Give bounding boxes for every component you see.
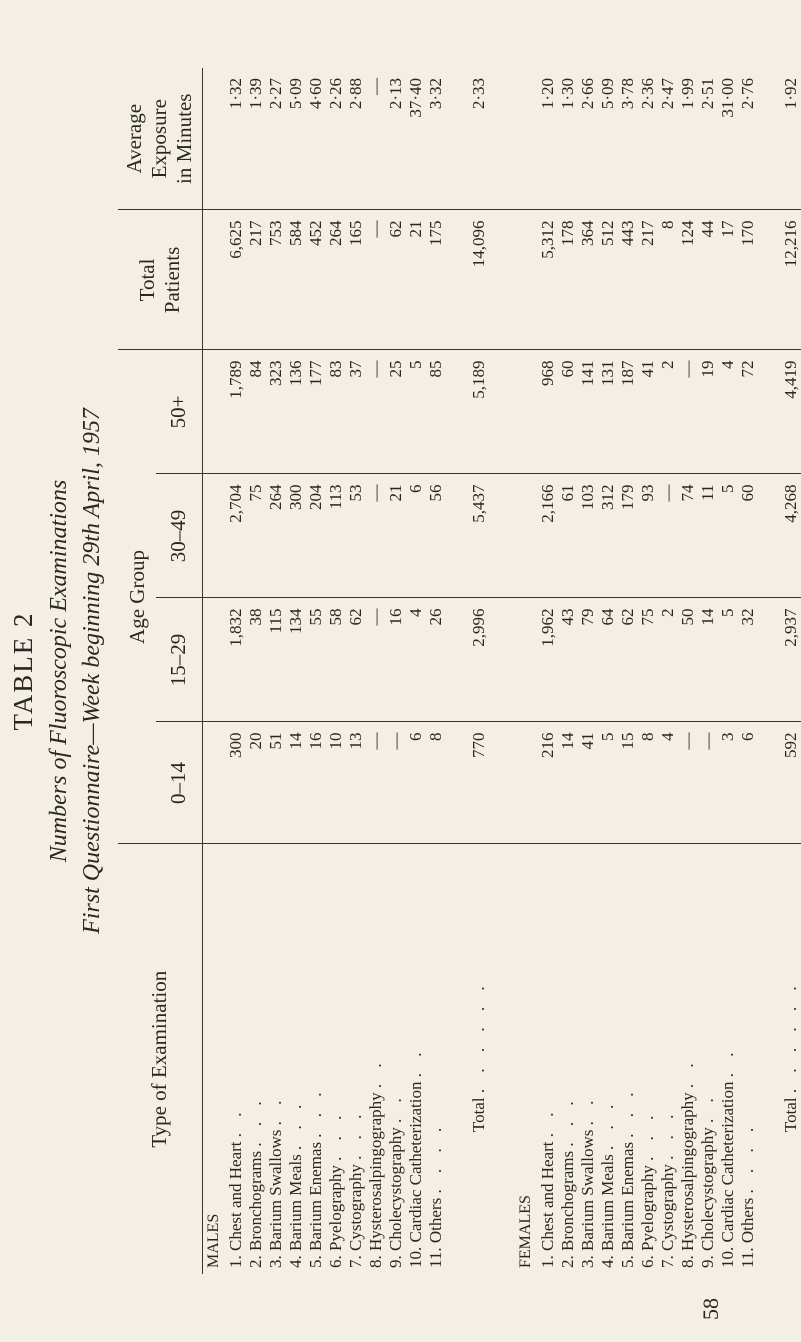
leader-dots: . . <box>386 1092 405 1124</box>
empty-cell <box>514 474 538 598</box>
leader-dots: . . . <box>286 1098 305 1150</box>
value-cell: 134 <box>286 598 306 722</box>
value-cell: 136 <box>286 350 306 474</box>
examination-type <box>226 844 246 1274</box>
value-cell: 364 <box>578 210 598 350</box>
value-cell: 74 <box>678 474 698 598</box>
value-cell: 2·27 <box>266 68 286 210</box>
table-row <box>718 68 738 1274</box>
spacer-cell <box>758 350 766 474</box>
value-cell: 131 <box>598 350 618 474</box>
value-cell: 1·30 <box>558 68 578 210</box>
examination-type <box>286 844 306 1274</box>
header-type-of-examination: Type of Examination <box>118 844 202 1274</box>
value-cell: 1,789 <box>226 350 246 474</box>
spacer-row <box>446 68 454 1274</box>
leader-dots: . . . <box>638 1109 657 1161</box>
header-total-patients <box>118 210 202 350</box>
leader-dots: . . . . <box>738 1121 757 1194</box>
empty-cell <box>514 350 538 474</box>
total-value-cell: 2,996 <box>454 598 504 722</box>
value-cell: 41 <box>638 350 658 474</box>
examination-name: 3. Barium Swallows <box>578 1129 597 1268</box>
examination-type <box>718 844 738 1274</box>
examination-type <box>638 844 658 1274</box>
empty-cell <box>202 598 226 722</box>
value-cell: 124 <box>678 210 698 350</box>
examination-name: 4. Barium Meals <box>598 1154 617 1268</box>
table-row <box>306 68 326 1274</box>
examination-type <box>558 844 578 1274</box>
header-total-line2: Patients <box>159 246 184 314</box>
leader-dots: . . <box>406 1046 425 1078</box>
table-row <box>618 68 638 1274</box>
spacer-cell <box>504 474 514 598</box>
examination-type <box>598 844 618 1274</box>
value-cell: 19 <box>698 350 718 474</box>
value-cell: 179 <box>618 474 638 598</box>
examination-type <box>326 844 346 1274</box>
value-cell: 115 <box>266 598 286 722</box>
value-cell: 177 <box>306 350 326 474</box>
leader-dots: . . . <box>346 1108 365 1160</box>
males-total-row <box>454 68 504 1274</box>
value-cell: 14 <box>558 722 578 844</box>
examination-name: 2. Bronchograms <box>558 1150 577 1268</box>
table-row <box>266 68 286 1274</box>
value-cell: 4 <box>658 722 678 844</box>
examination-name: 8. Hysterosalpingography <box>366 1092 385 1268</box>
value-cell: 175 <box>426 210 446 350</box>
table-row <box>598 68 618 1274</box>
value-cell: 50 <box>678 598 698 722</box>
table-row <box>678 68 698 1274</box>
leader-dots: . . <box>538 1106 557 1138</box>
leader-dots: . . . <box>658 1108 677 1160</box>
value-cell: 2,704 <box>226 474 246 598</box>
examination-type <box>386 844 406 1274</box>
spacer-cell <box>758 474 766 598</box>
header-age-30-49: 30–49 <box>156 474 202 598</box>
value-cell: 113 <box>326 474 346 598</box>
value-cell: 14 <box>286 722 306 844</box>
value-cell: 1,832 <box>226 598 246 722</box>
examination-type <box>306 844 326 1274</box>
value-cell: 8 <box>426 722 446 844</box>
examination-name: 4. Barium Meals <box>286 1154 305 1268</box>
examination-type <box>426 844 446 1274</box>
table-row <box>406 68 426 1274</box>
table-title: TABLE 2 <box>8 611 38 731</box>
table-row <box>386 68 406 1274</box>
total-label-text: Total <box>469 1097 488 1133</box>
value-cell: — <box>366 68 386 210</box>
examination-name: 9. Cholecystography <box>698 1127 717 1268</box>
value-cell: 62 <box>618 598 638 722</box>
total-value-cell: 14,096 <box>454 210 504 350</box>
value-cell: 204 <box>306 474 326 598</box>
examination-name: 5. Barium Enemas <box>618 1141 637 1268</box>
value-cell: 2·47 <box>658 68 678 210</box>
header-average-exposure <box>118 68 202 210</box>
value-cell: 4·60 <box>306 68 326 210</box>
leader-dots: . . . <box>306 1086 325 1138</box>
total-label <box>454 844 504 1274</box>
value-cell: — <box>366 474 386 598</box>
value-cell: 38 <box>246 598 266 722</box>
value-cell: 5 <box>718 598 738 722</box>
value-cell: 512 <box>598 210 618 350</box>
value-cell: 103 <box>578 474 598 598</box>
spacer-cell <box>446 68 454 210</box>
empty-cell <box>202 474 226 598</box>
value-cell: 16 <box>306 722 326 844</box>
leader-dots: . . <box>698 1092 717 1124</box>
value-cell: 79 <box>578 598 598 722</box>
value-cell: — <box>658 474 678 598</box>
examination-name: 7. Cystography <box>658 1164 677 1268</box>
leader-dots: . . <box>718 1046 737 1078</box>
spacer-cell <box>504 68 514 210</box>
empty-cell <box>202 722 226 844</box>
spacer-row <box>504 68 514 1274</box>
empty-cell <box>514 722 538 844</box>
examination-name: 5. Barium Enemas <box>306 1141 325 1268</box>
value-cell: 300 <box>286 474 306 598</box>
value-cell: 72 <box>738 350 758 474</box>
spacer-cell <box>758 722 766 844</box>
value-cell: 16 <box>386 598 406 722</box>
value-cell: 37 <box>346 350 366 474</box>
value-cell: 93 <box>638 474 658 598</box>
value-cell: 60 <box>738 474 758 598</box>
spacer-cell <box>758 844 766 1274</box>
examination-name: 11. Others <box>738 1197 757 1268</box>
total-value-cell: 4,419 <box>766 350 801 474</box>
spacer-cell <box>504 844 514 1274</box>
table-row <box>698 68 718 1274</box>
examination-name: 10. Cardiac Catheterization <box>718 1081 737 1268</box>
spacer-cell <box>504 210 514 350</box>
examination-type <box>246 844 266 1274</box>
examination-type <box>366 844 386 1274</box>
value-cell: 2·51 <box>698 68 718 210</box>
value-cell: 2·36 <box>638 68 658 210</box>
table-row <box>558 68 578 1274</box>
value-cell: 217 <box>246 210 266 350</box>
value-cell: 1,962 <box>538 598 558 722</box>
examination-type <box>346 844 366 1274</box>
value-cell: 25 <box>386 350 406 474</box>
total-value-cell: 770 <box>454 722 504 844</box>
examination-name: 2. Bronchograms <box>246 1150 265 1268</box>
leader-dots: . . <box>226 1106 245 1138</box>
value-cell: 75 <box>638 598 658 722</box>
table-row <box>346 68 366 1274</box>
value-cell: 21 <box>406 210 426 350</box>
value-cell: 452 <box>306 210 326 350</box>
value-cell: 6 <box>406 474 426 598</box>
value-cell: 443 <box>618 210 638 350</box>
leader-dots: . . <box>266 1094 285 1126</box>
value-cell: — <box>366 350 386 474</box>
total-value-cell: 2,937 <box>766 598 801 722</box>
spacer-row <box>758 68 766 1274</box>
value-cell: 20 <box>246 722 266 844</box>
value-cell: 141 <box>578 350 598 474</box>
examination-name: 9. Cholecystography <box>386 1127 405 1268</box>
header-age-group: Age Group <box>118 350 156 844</box>
value-cell: 56 <box>426 474 446 598</box>
value-cell: 15 <box>618 722 638 844</box>
value-cell: 26 <box>426 598 446 722</box>
value-cell: — <box>386 722 406 844</box>
value-cell: 2·88 <box>346 68 366 210</box>
value-cell: 6 <box>738 722 758 844</box>
value-cell: 2 <box>658 598 678 722</box>
value-cell: 8 <box>638 722 658 844</box>
examination-type <box>678 844 698 1274</box>
empty-cell <box>202 68 226 210</box>
examination-name: 7. Cystography <box>346 1164 365 1268</box>
header-age-0-14: 0–14 <box>156 722 202 844</box>
examination-name: 11. Others <box>426 1197 445 1268</box>
spacer-cell <box>446 474 454 598</box>
value-cell: 2·66 <box>578 68 598 210</box>
leader-dots: . . <box>366 1057 385 1089</box>
value-cell: — <box>366 722 386 844</box>
header-age-50-plus: 50+ <box>156 350 202 474</box>
spacer-cell <box>504 722 514 844</box>
value-cell: 1·99 <box>678 68 698 210</box>
examination-type <box>658 844 678 1274</box>
table-row <box>246 68 266 1274</box>
total-value-cell: 5,437 <box>454 474 504 598</box>
females-section-label: FEMALES <box>517 1195 534 1268</box>
value-cell: 1·20 <box>538 68 558 210</box>
value-cell: — <box>678 722 698 844</box>
empty-cell <box>514 68 538 210</box>
total-value-cell: 12,216 <box>766 210 801 350</box>
value-cell: 264 <box>266 474 286 598</box>
spacer-cell <box>504 350 514 474</box>
leader-dots: . . . . <box>426 1121 445 1194</box>
value-cell: 3 <box>718 722 738 844</box>
value-cell: 11 <box>698 474 718 598</box>
leader-dots: . . <box>678 1057 697 1089</box>
total-value-cell: 4,268 <box>766 474 801 598</box>
value-cell: 32 <box>738 598 758 722</box>
leader-dots: . . . <box>598 1098 617 1150</box>
value-cell: 2 <box>658 350 678 474</box>
spacer-cell <box>446 722 454 844</box>
value-cell: 264 <box>326 210 346 350</box>
value-cell: 14 <box>698 598 718 722</box>
table-subtitle-date: First Questionnaire—Week beginning 29th April, 1957 <box>79 408 105 934</box>
value-cell: 44 <box>698 210 718 350</box>
value-cell: 4 <box>718 350 738 474</box>
leader-dots: . . . <box>246 1095 265 1147</box>
table-row <box>326 68 346 1274</box>
value-cell: 217 <box>638 210 658 350</box>
value-cell: 5·09 <box>286 68 306 210</box>
females-section-label-row <box>514 68 538 1274</box>
value-cell: 5 <box>718 474 738 598</box>
value-cell: — <box>698 722 718 844</box>
value-cell: 55 <box>306 598 326 722</box>
table-row <box>426 68 446 1274</box>
table-body <box>202 68 801 1274</box>
header-average-line2: Exposure <box>147 99 172 179</box>
value-cell: 84 <box>246 350 266 474</box>
value-cell: 5 <box>598 722 618 844</box>
value-cell: 6 <box>406 722 426 844</box>
examination-type <box>538 844 558 1274</box>
total-label <box>766 844 801 1274</box>
value-cell: 21 <box>386 474 406 598</box>
value-cell: 10 <box>326 722 346 844</box>
examinations-table <box>118 68 801 1274</box>
value-cell: — <box>366 598 386 722</box>
examination-name: 10. Cardiac Catheterization <box>406 1081 425 1268</box>
value-cell: 51 <box>266 722 286 844</box>
value-cell: 178 <box>558 210 578 350</box>
value-cell: 4 <box>406 598 426 722</box>
empty-cell <box>202 210 226 350</box>
value-cell: 58 <box>326 598 346 722</box>
table-row <box>738 68 758 1274</box>
females-total-row <box>766 68 801 1274</box>
value-cell: 2·26 <box>326 68 346 210</box>
value-cell: 2·76 <box>738 68 758 210</box>
value-cell: 2,166 <box>538 474 558 598</box>
examination-name: 8. Hysterosalpingography <box>678 1092 697 1268</box>
value-cell: 3·78 <box>618 68 638 210</box>
value-cell: 41 <box>578 722 598 844</box>
page-number: 58 <box>698 1298 723 1320</box>
total-label-text: Total <box>781 1097 800 1133</box>
examination-name: 1. Chest and Heart <box>538 1141 557 1268</box>
value-cell: 31·00 <box>718 68 738 210</box>
value-cell: 5 <box>406 350 426 474</box>
table-row <box>578 68 598 1274</box>
spacer-cell <box>758 210 766 350</box>
examination-type <box>698 844 718 1274</box>
header-average-line3: in Minutes <box>172 93 197 184</box>
spacer-cell <box>504 598 514 722</box>
total-value-cell: 1·92 <box>766 68 801 210</box>
examination-name: 6. Pyelography <box>326 1165 345 1268</box>
value-cell: 753 <box>266 210 286 350</box>
value-cell: 5·09 <box>598 68 618 210</box>
value-cell: 64 <box>598 598 618 722</box>
value-cell: 75 <box>246 474 266 598</box>
value-cell: 170 <box>738 210 758 350</box>
males-section-label: MALES <box>205 1213 223 1268</box>
leader-dots: . . . <box>618 1086 637 1138</box>
table-row <box>638 68 658 1274</box>
value-cell: 17 <box>718 210 738 350</box>
leader-dots: . . <box>578 1094 597 1126</box>
value-cell: 37·40 <box>406 68 426 210</box>
total-value-cell: 2·33 <box>454 68 504 210</box>
value-cell: 62 <box>346 598 366 722</box>
spacer-cell <box>758 68 766 210</box>
examination-name: 6. Pyelography <box>638 1165 657 1268</box>
value-cell: 1·39 <box>246 68 266 210</box>
examination-name: 1. Chest and Heart <box>226 1141 245 1268</box>
value-cell: 83 <box>326 350 346 474</box>
examination-name: 3. Barium Swallows <box>266 1129 285 1268</box>
header-age-15-29: 15–29 <box>156 598 202 722</box>
value-cell: 968 <box>538 350 558 474</box>
value-cell: 2·13 <box>386 68 406 210</box>
spacer-cell <box>758 598 766 722</box>
value-cell: 60 <box>558 350 578 474</box>
males-section-label-row <box>202 68 226 1274</box>
examination-type <box>578 844 598 1274</box>
spacer-cell <box>446 598 454 722</box>
value-cell: 584 <box>286 210 306 350</box>
value-cell: 43 <box>558 598 578 722</box>
value-cell: 312 <box>598 474 618 598</box>
table-row <box>658 68 678 1274</box>
table-subtitle: Numbers of Fluoroscopic Examinations <box>46 479 72 863</box>
leader-dots: . . . <box>326 1109 345 1161</box>
table-row <box>226 68 246 1274</box>
leader-dots: . . . . . . <box>469 980 488 1094</box>
header-average-line1: Average <box>122 103 147 174</box>
value-cell: 61 <box>558 474 578 598</box>
value-cell: 8 <box>658 210 678 350</box>
total-value-cell: 5,189 <box>454 350 504 474</box>
value-cell: 6,625 <box>226 210 246 350</box>
value-cell: 323 <box>266 350 286 474</box>
value-cell: 53 <box>346 474 366 598</box>
header-total-line1: Total <box>134 258 159 302</box>
value-cell: 13 <box>346 722 366 844</box>
value-cell: 1·32 <box>226 68 246 210</box>
empty-cell <box>202 350 226 474</box>
value-cell: 165 <box>346 210 366 350</box>
value-cell: — <box>366 210 386 350</box>
empty-cell <box>514 598 538 722</box>
value-cell: 85 <box>426 350 446 474</box>
value-cell: 62 <box>386 210 406 350</box>
examination-type <box>266 844 286 1274</box>
spacer-cell <box>446 210 454 350</box>
examination-type <box>738 844 758 1274</box>
table-row <box>538 68 558 1274</box>
value-cell: 3·32 <box>426 68 446 210</box>
table-row <box>366 68 386 1274</box>
value-cell: — <box>678 350 698 474</box>
spacer-cell <box>446 844 454 1274</box>
value-cell: 216 <box>538 722 558 844</box>
value-cell: 187 <box>618 350 638 474</box>
leader-dots: . . . <box>558 1095 577 1147</box>
examination-type <box>406 844 426 1274</box>
total-value-cell: 592 <box>766 722 801 844</box>
value-cell: 5,312 <box>538 210 558 350</box>
spacer-cell <box>446 350 454 474</box>
leader-dots: . . . . . . <box>781 980 800 1094</box>
empty-cell <box>514 210 538 350</box>
examination-type <box>618 844 638 1274</box>
table-row <box>286 68 306 1274</box>
value-cell: 300 <box>226 722 246 844</box>
